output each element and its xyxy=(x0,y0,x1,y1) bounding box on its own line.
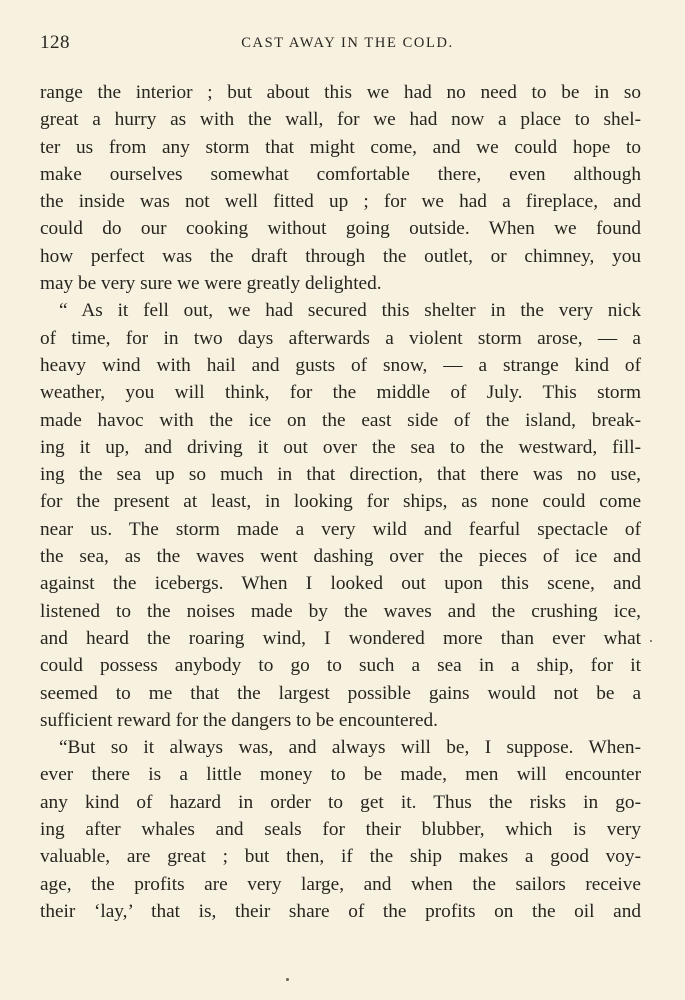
running-head: CAST AWAY IN THE COLD. xyxy=(241,35,454,51)
footer-speck xyxy=(286,978,289,981)
text-line: great a hurry as with the wall, for we had now a place to shel- xyxy=(40,109,641,131)
text-line: ing the sea up so much in that direction, that there was no use, xyxy=(40,464,641,486)
page-number: 128 xyxy=(40,32,70,53)
text-line: against the icebergs. When I looked out upon this scene, and xyxy=(40,573,641,595)
text-line: could do our cooking without going outside. When we found xyxy=(40,218,641,240)
text-line: made havoc with the ice on the east side of the island, break- xyxy=(40,409,641,431)
text-line: age, the profits are very large, and when the sailors receive xyxy=(40,873,641,895)
text-line: “But so it always was, and always will be, I suppose. When- xyxy=(59,737,641,759)
page-header xyxy=(40,32,645,58)
text-line: near us. The storm made a very wild and fearful spectacle of xyxy=(40,518,641,540)
text-line: seemed to me that the largest possible gains would not be a xyxy=(40,682,641,704)
text-line: the sea, as the waves went dashing over the pieces of ice and xyxy=(40,546,641,568)
text-line: of time, for in two days afterwards a violent storm arose, — a xyxy=(40,327,641,349)
text-line: weather, you will think, for the middle of July. This storm xyxy=(40,382,641,404)
text-line: may be very sure we were greatly delighted. xyxy=(40,273,382,295)
text-line: range the interior ; but about this we had no need to be in so xyxy=(40,82,641,103)
text-line: “ As it fell out, we had secured this shelter in the very nick xyxy=(59,300,641,322)
text-line: for the present at least, in looking for ships, as none could come xyxy=(40,491,641,513)
text-line: ter us from any storm that might come, and we could hope to xyxy=(40,136,641,158)
text-line: how perfect was the draft through the outlet, or chimney, you xyxy=(40,245,641,267)
text-line: the inside was not well fitted up ; for we had a fireplace, and xyxy=(40,191,641,213)
text-line: ever there is a little money to be made, men will encounter xyxy=(40,764,641,786)
margin-speck xyxy=(650,640,652,642)
text-line: ing it up, and driving it out over the sea to the westward, fill- xyxy=(40,436,641,458)
text-line: their ‘lay,’ that is, their share of the profits on the oil and xyxy=(40,900,641,922)
text-line: ing after whales and seals for their blubber, which is very xyxy=(40,819,641,841)
text-line: could possess anybody to go to such a sea in a ship, for it xyxy=(40,655,641,677)
text-line: listened to the noises made by the waves and the crushing ice, xyxy=(40,600,641,622)
text-line: make ourselves somewhat comfortable there, even although xyxy=(40,163,641,185)
text-line: and heard the roaring wind, I wondered more than ever what xyxy=(40,627,641,649)
text-line: valuable, are great ; but then, if the ship makes a good voy- xyxy=(40,846,641,868)
text-line: heavy wind with hail and gusts of snow, — a strange kind of xyxy=(40,354,641,376)
text-line: any kind of hazard in order to get it. Thus the risks in go- xyxy=(40,791,641,813)
text-line: sufficient reward for the dangers to be encountered. xyxy=(40,709,438,731)
body-text xyxy=(40,79,641,925)
